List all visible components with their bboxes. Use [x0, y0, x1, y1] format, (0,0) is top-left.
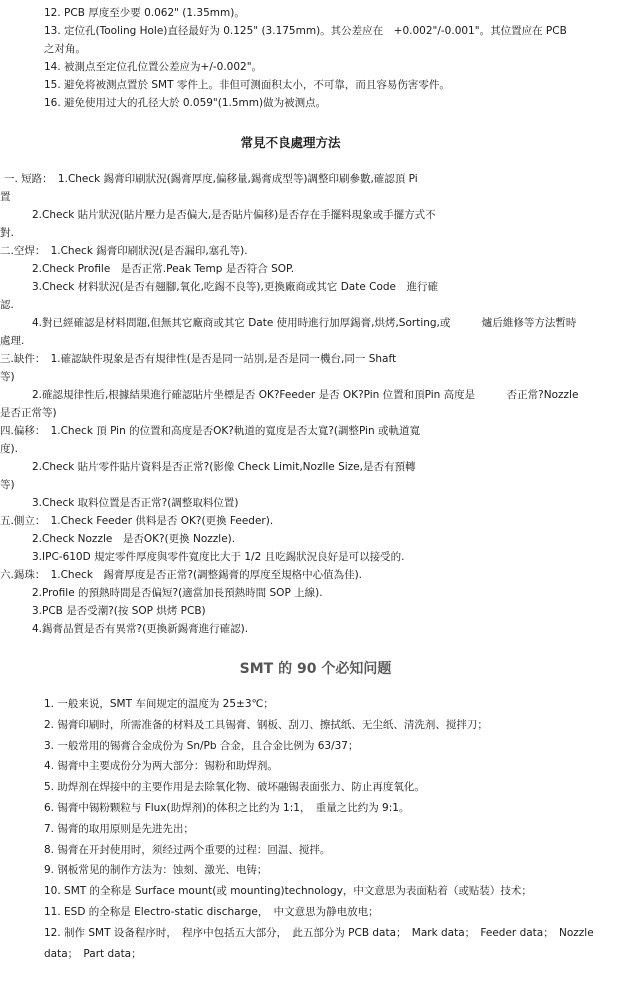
text-line: 8. 锡膏在开封使用时，须经过两个重要的过程：回温、搅拌。: [44, 843, 331, 856]
text-line: 2.確認規律性后,根據結果進行確認貼片坐標是否 OK?Feeder 是否 OK?Pin 位置和頂Pin 高度是 否正常?Nozzle: [32, 389, 579, 401]
text-line: 5. 助焊剂在焊接中的主要作用是去除氧化物、破坏融锡表面张力、防止再度氧化。: [44, 781, 425, 794]
text-line: 4.錫膏品質是否有異常?(更換新錫膏進行確認).: [32, 623, 249, 635]
text-line: 是否正常等): [0, 407, 57, 419]
text-line: 2.Check Nozzle 是否OK?(更換 Nozzle).: [32, 533, 236, 545]
text-line: 五.側立： 1.Check Feeder 供料是否 OK?(更換 Feeder).: [0, 515, 274, 527]
text-line: 12. 制作 SMT 设备程序时， 程序中包括五大部分， 此五部分为 PCB data； Mark data； Feeder data； Nozzle: [44, 926, 594, 939]
text-line: 等): [0, 371, 15, 383]
list-item: 13. 定位孔(Tooling Hole)直径最好为 0.125" (3.175mm)。其公差应在 +0.002"/-0.001"。其位置应在 PCB: [44, 25, 567, 37]
text-line: 1. 一般来说，SMT 车间规定的温度为 25±3℃；: [44, 698, 274, 710]
list-item: 16. 避免使用过大的孔径大於 0.059"(1.5mm)做为被测点。: [44, 97, 327, 109]
text-line: data； Part data；: [44, 947, 142, 960]
text-line: 置: [0, 191, 11, 203]
text-line: 認.: [0, 299, 14, 311]
text-line: 2. 锡膏印刷时，所需准备的材料及工具锡膏、钢板、刮刀、擦拭纸、无尘纸、清洗剂、搅拌刀；: [44, 718, 488, 731]
text-line: 3.PCB 是否受潮?(按 SOP 烘烤 PCB): [32, 605, 206, 617]
text-line: 2.Check 貼片零件貼片資料是否正常?(影像 Check Limit,Nozlle Size,是否有預轉: [32, 461, 416, 473]
list-item: 12. PCB 厚度至少要 0.062" (1.35mm)。: [44, 7, 245, 19]
defect-handling-list: [0, 170, 631, 638]
text-line: 二.空焊： 1.Check 錫膏印刷狀況(是否漏印,塞孔等).: [0, 245, 248, 257]
text-line: 3.IPC-610D 規定零件厚度與零件寬度比大于 1/2 且吃錫狀況良好是可以接受的.: [32, 551, 405, 563]
text-line: 3. 一般常用的锡膏合金成份为 Sn/Pb 合金，且合金比例为 63/37；: [44, 739, 359, 752]
text-line: 3.Check 取料位置是否正常?(調整取料位置): [32, 497, 239, 509]
text-line: 六.錫珠： 1.Check 錫膏厚度是否正常?(調整錫膏的厚度至規格中心值為佳).: [0, 569, 363, 581]
text-line: 等): [0, 479, 15, 491]
text-line: 2.Check Profile 是否正常.Peak Temp 是否符合 SOP.: [32, 263, 295, 275]
text-line: 處理.: [0, 335, 25, 347]
text-line: 6. 锡膏中锡粉颗粒与 Flux(助焊剂)的体积之比约为 1:1， 重量之比约为 9:1。: [44, 801, 410, 814]
text-line: 4.對已經確認是材料問題,但無其它廠商或其它 Date 使用時進行加厚錫膏,烘烤,Sorting,或 爐后維修等方法暫時: [32, 317, 577, 329]
text-line: 四.偏移： 1.Check 頂 Pin 的位置和高度是否OK?軌道的寬度是否太寬?(調整Pin 或軌道寬: [0, 425, 420, 437]
section-title-smt-questions: SMT 的 90 个必知问题: [239, 661, 392, 677]
text-line: 2.Check 貼片狀況(貼片壓力是否偏大,是否貼片偏移)是否存在手擺料現象或手擺方式不: [32, 209, 436, 221]
text-line: 3.Check 材料狀況(是否有翹腳,氧化,吃錫不良等),更換廠商或其它 Date Code 進行確: [32, 281, 439, 293]
smt-questions-list: [0, 694, 631, 964]
test-point-rules-list: [0, 4, 631, 112]
section-title-defects: 常見不良處理方法: [240, 135, 341, 150]
text-line: 度).: [0, 443, 18, 455]
text-line: 11. ESD 的全称是 Electro-static discharge， 中文意思为静电放电；: [44, 905, 379, 918]
text-line: 對.: [0, 227, 14, 239]
text-line: 4. 锡膏中主要成份分为两大部分：锡粉和助焊剂。: [44, 760, 278, 773]
text-line: 9. 钢板常见的制作方法为：蚀刻、激光、电铸；: [44, 864, 268, 877]
list-item: 14. 被測点至定位孔位置公差应为+/-0.002"。: [44, 61, 263, 73]
list-item: 之对角。: [44, 43, 86, 55]
list-item: 15. 避免将被测点置於 SMT 零件上。非但可测面积太小，不可靠，而且容易伤害零件。: [44, 79, 450, 91]
text-line: 一. 短路： 1.Check 錫膏印刷狀況(錫膏厚度,偏移量,錫膏成型等)調整印刷參數,確認頂 Pi: [4, 173, 418, 185]
text-line: 三.缺件： 1.確認缺件現象是否有規律性(是否是同一站別,是否是同一機台,同一 Shaft: [0, 353, 397, 365]
text-line: 2.Profile 的預熱時間是否偏短?(適當加長預熱時間 SOP 上線).: [32, 587, 323, 599]
text-line: 7. 锡膏的取用原则是先进先出；: [44, 822, 194, 835]
text-line: 10. SMT 的全称是 Surface mount(或 mounting)technology，中文意思为表面粘着（或贴装）技术；: [44, 885, 532, 898]
